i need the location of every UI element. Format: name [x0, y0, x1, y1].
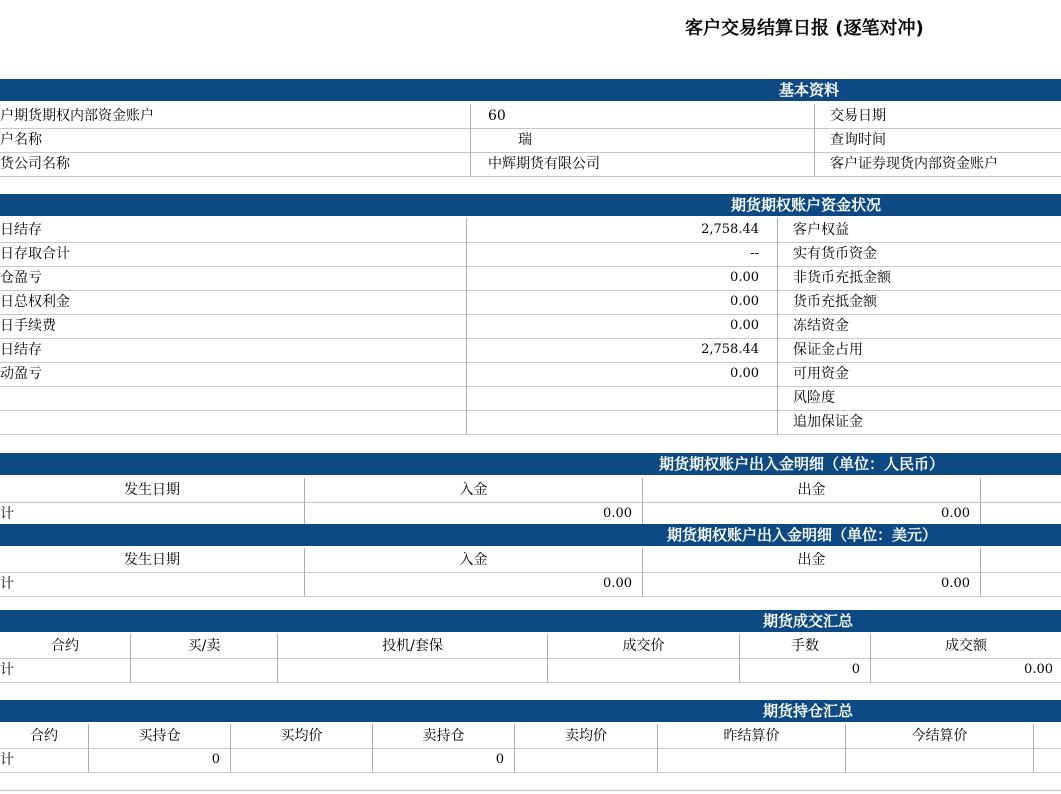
funds-status-row [0, 266, 1061, 291]
fund-label-right: 追加保证金 [793, 414, 863, 430]
field-value: 60 [488, 108, 506, 124]
fund-value: 0.00 [730, 270, 759, 285]
total-label: 计 [0, 576, 14, 592]
col-prev-settle: 昨结算价 [723, 728, 780, 744]
fund-value: 2,758.44 [701, 222, 759, 237]
deposit-withdraw-usd-header: 期货期权账户出入金明细（单位：美元） [0, 524, 1061, 546]
col-sell-pos: 卖持仓 [422, 728, 465, 744]
col-buy-pos: 买持仓 [138, 728, 181, 744]
fund-label: 日结存 [0, 342, 42, 358]
col-qty: 手数 [791, 638, 819, 654]
trade-summary-total [0, 658, 1061, 683]
col-date: 发生日期 [124, 482, 180, 498]
funds-status-row [0, 410, 1061, 435]
field-value: 中辉期货有限公司 [488, 156, 600, 172]
total-sell: 0 [495, 752, 504, 767]
total-amount: 0.00 [1024, 662, 1053, 677]
funds-status-row [0, 218, 1061, 243]
col-side: 买/卖 [187, 638, 221, 654]
deposit-withdraw-usd-columns [0, 548, 1061, 573]
fund-label-right: 保证金占用 [793, 342, 863, 358]
field-label-right: 交易日期 [830, 108, 886, 124]
deposit-withdraw-rmb-header: 期货期权账户出入金明细（单位：人民币） [0, 453, 1061, 475]
field-value: 瑞 [518, 132, 532, 148]
col-in: 入金 [459, 552, 488, 568]
fund-value: 0.00 [730, 318, 759, 333]
col-in: 入金 [459, 482, 488, 498]
fund-value: -- [750, 246, 759, 261]
col-price: 成交价 [622, 638, 665, 654]
col-out: 出金 [797, 552, 826, 568]
fund-label-right: 货币充抵金额 [793, 294, 877, 310]
position-summary-total [0, 748, 1061, 773]
col-sell-avg: 卖均价 [565, 728, 607, 744]
basic-info-row [0, 104, 1061, 129]
fund-value: 2,758.44 [701, 342, 759, 357]
position-summary-columns [0, 724, 1061, 749]
col-amount: 成交额 [945, 638, 987, 654]
funds-status-row [0, 290, 1061, 315]
total-label: 计 [0, 506, 14, 522]
basic-info-header: 基本资料 [0, 79, 1061, 101]
field-label-right: 客户证券现货内部资金账户 [830, 156, 998, 172]
position-summary-header: 期货持仓汇总 [0, 700, 1061, 722]
funds-status-header: 期货期权账户资金状况 [0, 194, 1061, 216]
fund-label: 日存取合计 [0, 246, 70, 262]
fund-label: 日结存 [0, 222, 42, 238]
fund-label-right: 可用资金 [793, 366, 849, 382]
funds-status-row [0, 386, 1061, 411]
funds-status-row [0, 314, 1061, 339]
fund-label-right: 实有货币资金 [793, 246, 877, 262]
total-label: 计 [0, 662, 14, 678]
col-contract: 合约 [51, 638, 79, 654]
funds-status-row [0, 362, 1061, 387]
total-buy: 0 [211, 752, 220, 767]
col-today-settle: 今结算价 [911, 728, 968, 744]
fund-label: 日总权利金 [0, 294, 70, 310]
fund-label: 动盈亏 [0, 366, 42, 382]
fund-label-right: 风险度 [793, 390, 835, 406]
fund-label-right: 非货币充抵金额 [793, 270, 891, 286]
basic-info-row [0, 152, 1061, 177]
col-contract: 合约 [30, 728, 58, 744]
fund-value: 0.00 [730, 366, 759, 381]
field-label: 户期货期权内部资金账户 [0, 108, 154, 124]
total-out: 0.00 [941, 506, 970, 521]
fund-label: 仓盈亏 [0, 270, 42, 286]
col-date: 发生日期 [124, 552, 180, 568]
total-label: 计 [0, 752, 14, 768]
col-out: 出金 [797, 482, 826, 498]
report-title: 客户交易结算日报 (逐笔对冲) [685, 18, 924, 39]
trade-summary-header: 期货成交汇总 [0, 610, 1061, 632]
funds-status-row [0, 338, 1061, 363]
trade-summary-columns [0, 634, 1061, 659]
fund-label: 日手续费 [0, 318, 56, 334]
deposit-withdraw-usd-total [0, 572, 1061, 597]
fund-value [467, 386, 765, 410]
field-label: 货公司名称 [0, 156, 70, 172]
field-label-right: 查询时间 [830, 132, 886, 148]
fund-label-right: 冻结资金 [793, 318, 849, 334]
fund-value: 0.00 [730, 294, 759, 309]
fund-value [467, 410, 765, 434]
total-out: 0.00 [941, 576, 970, 591]
total-qty: 0 [851, 662, 860, 677]
funds-status-row [0, 242, 1061, 267]
col-buy-avg: 买均价 [280, 728, 323, 744]
total-in: 0.00 [603, 576, 632, 591]
fund-label [0, 386, 466, 410]
basic-info-row [0, 128, 1061, 153]
fund-label [0, 410, 466, 434]
col-hedge: 投机/套保 [382, 638, 443, 654]
deposit-withdraw-rmb-columns [0, 478, 1061, 503]
field-label: 户名称 [0, 132, 42, 148]
total-in: 0.00 [603, 506, 632, 521]
fund-label-right: 客户权益 [793, 222, 849, 238]
